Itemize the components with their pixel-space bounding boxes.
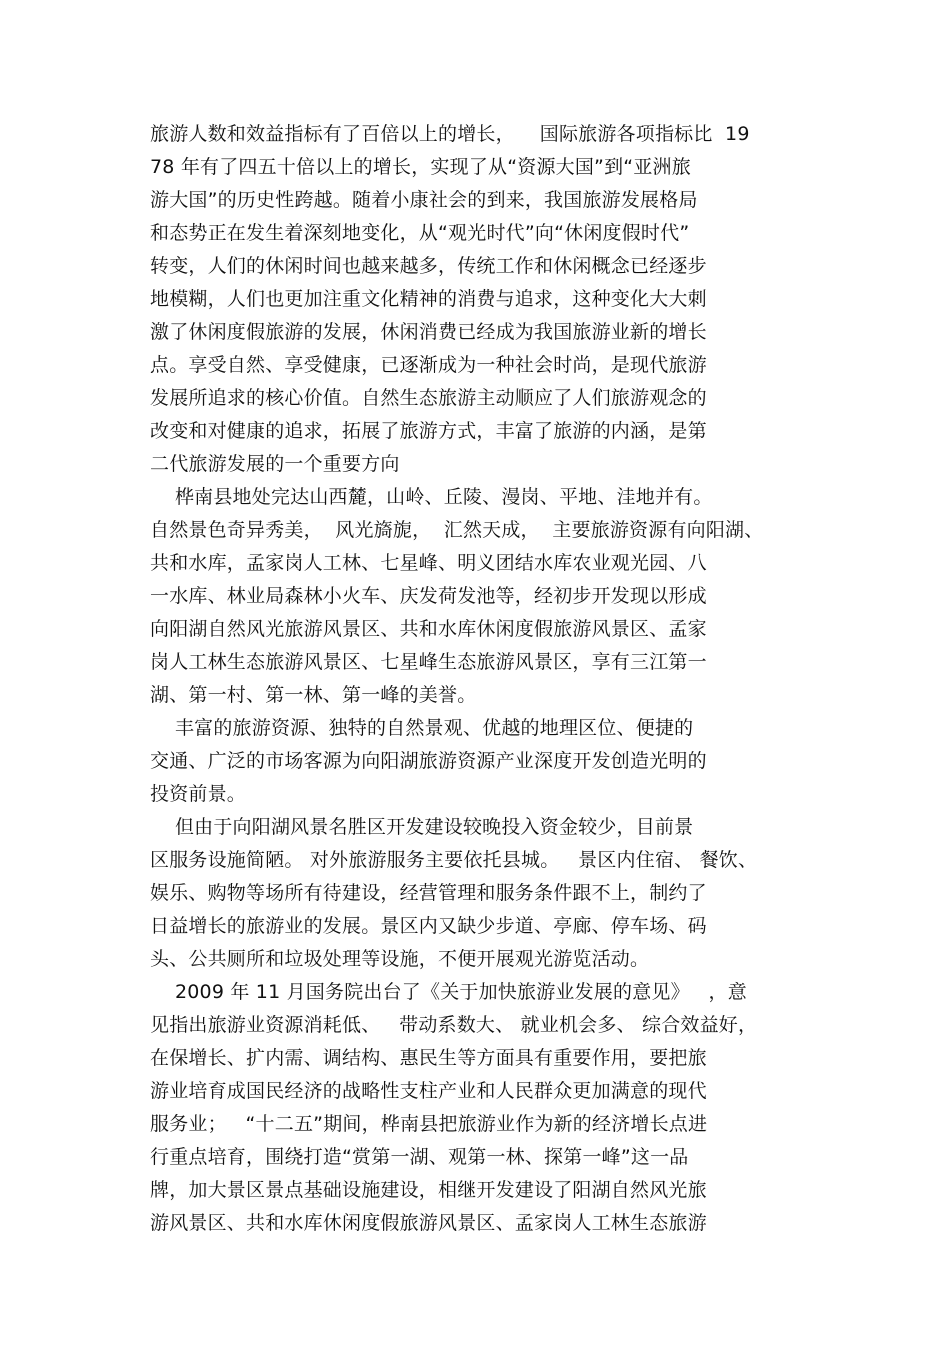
text-line: 发展所追求的核心价值。自然生态旅游主动顺应了人们旅游观念的 [150,387,707,409]
text-line: 日益增长的旅游业的发展。景区内又缺少步道、亭廊、停车场、码 [150,915,707,937]
text-line: 二代旅游发展的一个重要方向 [150,453,400,475]
text-line: 地模糊，人们也更加注重文化精神的消费与追求，这种变化大大刺 [150,288,707,310]
text-line: 2009 年 11 月国务院出台了《关于加快旅游业发展的意见》 ，意 [150,981,747,1003]
text-line: 投资前景。 [150,783,247,805]
text-line: 头、公共厕所和垃圾处理等设施，不便开展观光游览活动。 [150,948,650,970]
text-line: 和态势正在发生着深刻地变化，从“观光时代”向“休闲度假时代” [150,222,690,244]
text-line: 区服务设施简陋。 对外旅游服务主要依托县城。 景区内住宿、 餐饮、 [150,849,758,871]
text-line: 游风景区、共和水库休闲度假旅游风景区、孟家岗人工林生态旅游 [150,1212,707,1234]
text-line: 但由于向阳湖风景名胜区开发建设较晚投入资金较少，目前景 [150,816,694,838]
text-line: 行重点培育，围绕打造“赏第一湖、观第一林、探第一峰”这一品 [150,1146,689,1168]
text-line: 牌，加大景区景点基础设施建设，相继开发建设了阳湖自然风光旅 [150,1179,707,1201]
text-line: 旅游人数和效益指标有了百倍以上的增长， 国际旅游各项指标比 19 [150,123,750,145]
text-line: 转变，人们的休闲时间也越来越多，传统工作和休闲概念已经逐步 [150,255,707,277]
text-line: 桦南县地处完达山西麓，山岭、丘陵、漫岗、平地、洼地并有。 [150,486,713,508]
text-line: 娱乐、购物等场所有待建设，经营管理和服务条件跟不上，制约了 [150,882,707,904]
text-line: 丰富的旅游资源、独特的自然景观、优越的地理区位、便捷的 [150,717,694,739]
text-line: 游业培育成国民经济的战略性支柱产业和人民群众更加满意的现代 [150,1080,707,1102]
text-line: 自然景色奇异秀美， 风光旖旎， 汇然天成， 主要旅游资源有向阳湖、 [150,519,764,541]
text-line: 一水库、林业局森林小火车、庆发荷发池等，经初步开发现以形成 [150,585,707,607]
text-line: 78 年有了四五十倍以上的增长，实现了从“资源大国”到“亚洲旅 [150,156,691,178]
text-line: 向阳湖自然风光旅游风景区、共和水库休闲度假旅游风景区、孟家 [150,618,707,640]
text-line: 改变和对健康的追求，拓展了旅游方式，丰富了旅游的内涵，是第 [150,420,707,442]
text-line: 点。享受自然、享受健康，已逐渐成为一种社会时尚，是现代旅游 [150,354,707,376]
text-line: 湖、第一村、第一林、第一峰的美誉。 [150,684,477,706]
text-line: 岗人工林生态旅游风景区、七星峰生态旅游风景区，享有三江第一 [150,651,707,673]
text-line: 交通、广泛的市场客源为向阳湖旅游资源产业深度开发创造光明的 [150,750,707,772]
text-line: 激了休闲度假旅游的发展，休闲消费已经成为我国旅游业新的增长 [150,321,707,343]
text-line: 共和水库，孟家岗人工林、七星峰、明义团结水库农业观光园、八 [150,552,707,574]
text-line: 在保增长、扩内需、调结构、惠民生等方面具有重要作用，要把旅 [150,1047,707,1069]
text-line: 服务业； “十二五”期间，桦南县把旅游业作为新的经济增长点进 [150,1113,708,1135]
text-line: 游大国”的历史性跨越。随着小康社会的到来，我国旅游发展格局 [150,189,698,211]
text-line: 见指出旅游业资源消耗低、 带动系数大、 就业机会多、 综合效益好， [150,1014,758,1036]
